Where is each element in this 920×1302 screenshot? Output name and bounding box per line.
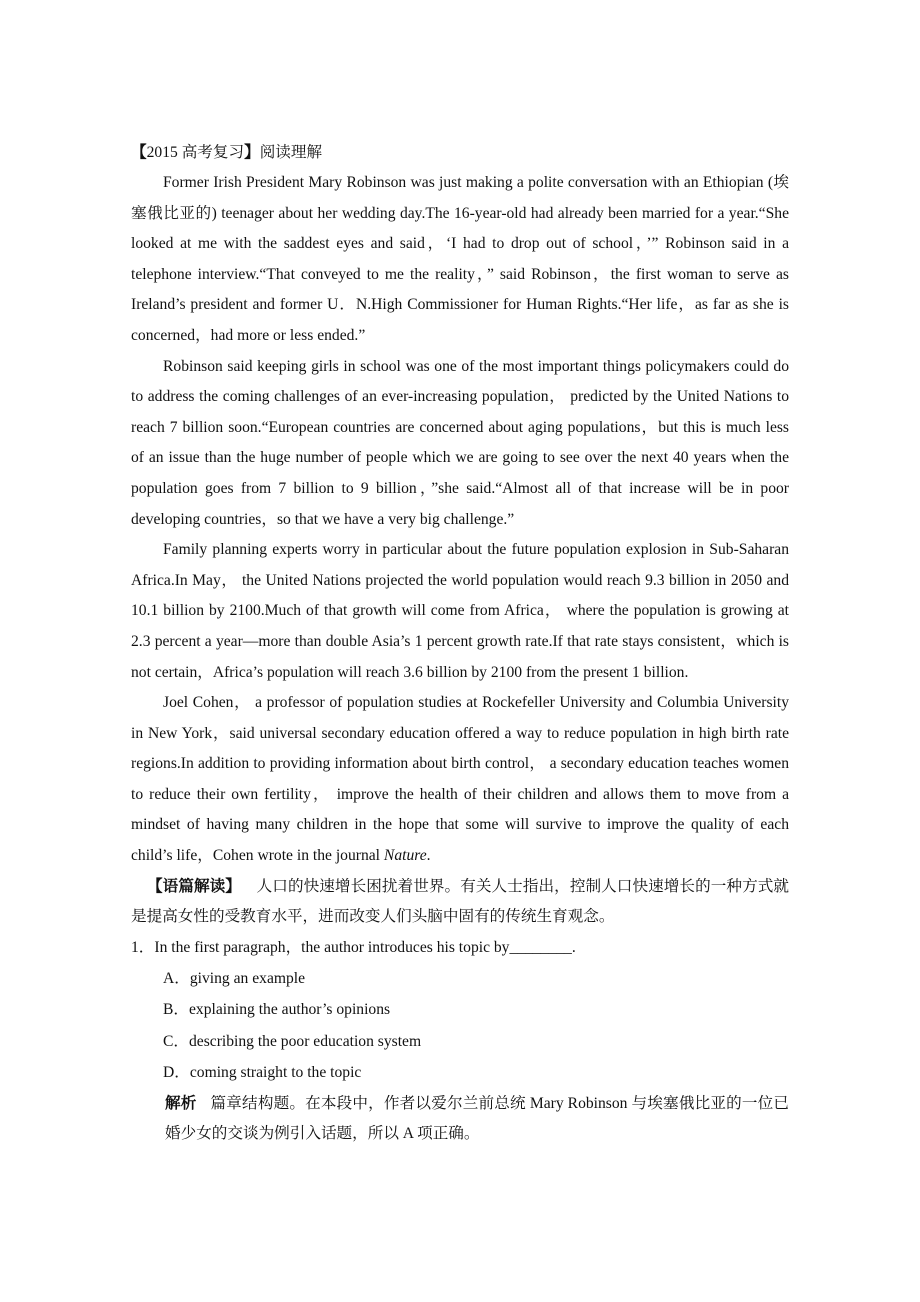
passage-paragraph-1: Former Irish President Mary Robinson was just making a polite conversation with an Ethiopian (埃塞俄比亚的) teenager about her wedding day.The 16-year-old had already been married for a year.“She looked at me with the saddest eyes and said，‘I had to drop out of school，’” Robinson said in a telephone interview.“That conveyed to me the reality，” said Robinson，the first woman to serve as Ireland’s president and former U．N.High Commissioner for Human Rights.“Her life，as far as she is concerned，had more or less ended.” (131, 174, 789, 344)
journal-name: Nature (383, 847, 427, 865)
question-1-stem: 1．In the first paragraph，the author introduces his topic by________. (131, 938, 576, 956)
heading-bracket-close: 】 (244, 144, 260, 161)
option-c: C．describing the poor education system (163, 1032, 422, 1050)
heading-bracket-open: 【 (131, 144, 147, 161)
question-1-analysis (131, 1089, 789, 1149)
question-1-options (131, 963, 789, 1089)
document-heading (131, 138, 789, 168)
passage-paragraph-4 (131, 688, 789, 872)
heading-subtitle: 阅读理解 (259, 144, 323, 161)
discourse-text: 人口的快速增长困扰着世界。有关人士指出，控制人口快速增长的一种方式就是提高女性的受教育水平，进而改变人们头脑中固有的传统生育观念。 (131, 877, 789, 925)
option-d: D．coming straight to the topic (163, 1064, 362, 1082)
paragraph-4-end: . (426, 847, 431, 865)
option-a: A．giving an example (163, 969, 306, 987)
discourse-label: 【语篇解读】 (147, 877, 241, 895)
paragraph-4-text: Joel Cohen， a professor of population studies at Rockefeller University and Columbia University in New York，said universal secondary education offered a way to reduce population in high birth rate regions.In addition to providing information about birth control， a secondary education teaches women to reduce their own fertility， improve the health of their children and allows them to move from a mindset of having many children in the hope that some will survive to improve the quality of each child’s life，Cohen wrote in the journal (131, 694, 789, 865)
passage-paragraph-3: Family planning experts worry in particular about the future population explosion in Sub-Saharan Africa.In May， the United Nations projected the world population would reach 9.3 billion in 2050 and 10.1 billion by 2100.Much of that growth will come from Africa， where the population is growing at 2.3 percent a year—more than double Asia’s 1 percent growth rate.If that rate stays consistent，which is not certain，Africa’s population will reach 3.6 billion by 2100 from the present 1 billion. (131, 541, 789, 681)
analysis-text: 篇章结构题。在本段中，作者以爱尔兰前总统 Mary Robinson 与埃塞俄比亚的一位已婚少女的交谈为例引入话题，所以 A 项正确。 (165, 1094, 789, 1142)
heading-title: 2015 高考复习 (146, 144, 245, 161)
discourse-interpretation (131, 872, 789, 932)
document-page (131, 138, 789, 1149)
analysis-label: 解析 (165, 1094, 197, 1112)
option-b: B．explaining the author’s opinions (163, 1001, 391, 1019)
passage-paragraph-2: Robinson said keeping girls in school was one of the most important things policymakers could do to address the coming challenges of an ever-increasing population， predicted by the United Nations to reach 7 billion soon.“European countries are concerned about aging populations，but this is much less of an issue than the huge number of people which we are going to see over the next 40 years when the population goes from 7 billion to 9 billion，”she said.“Almost all of that increase will be in poor developing countries，so that we have a very big challenge.” (131, 357, 789, 528)
